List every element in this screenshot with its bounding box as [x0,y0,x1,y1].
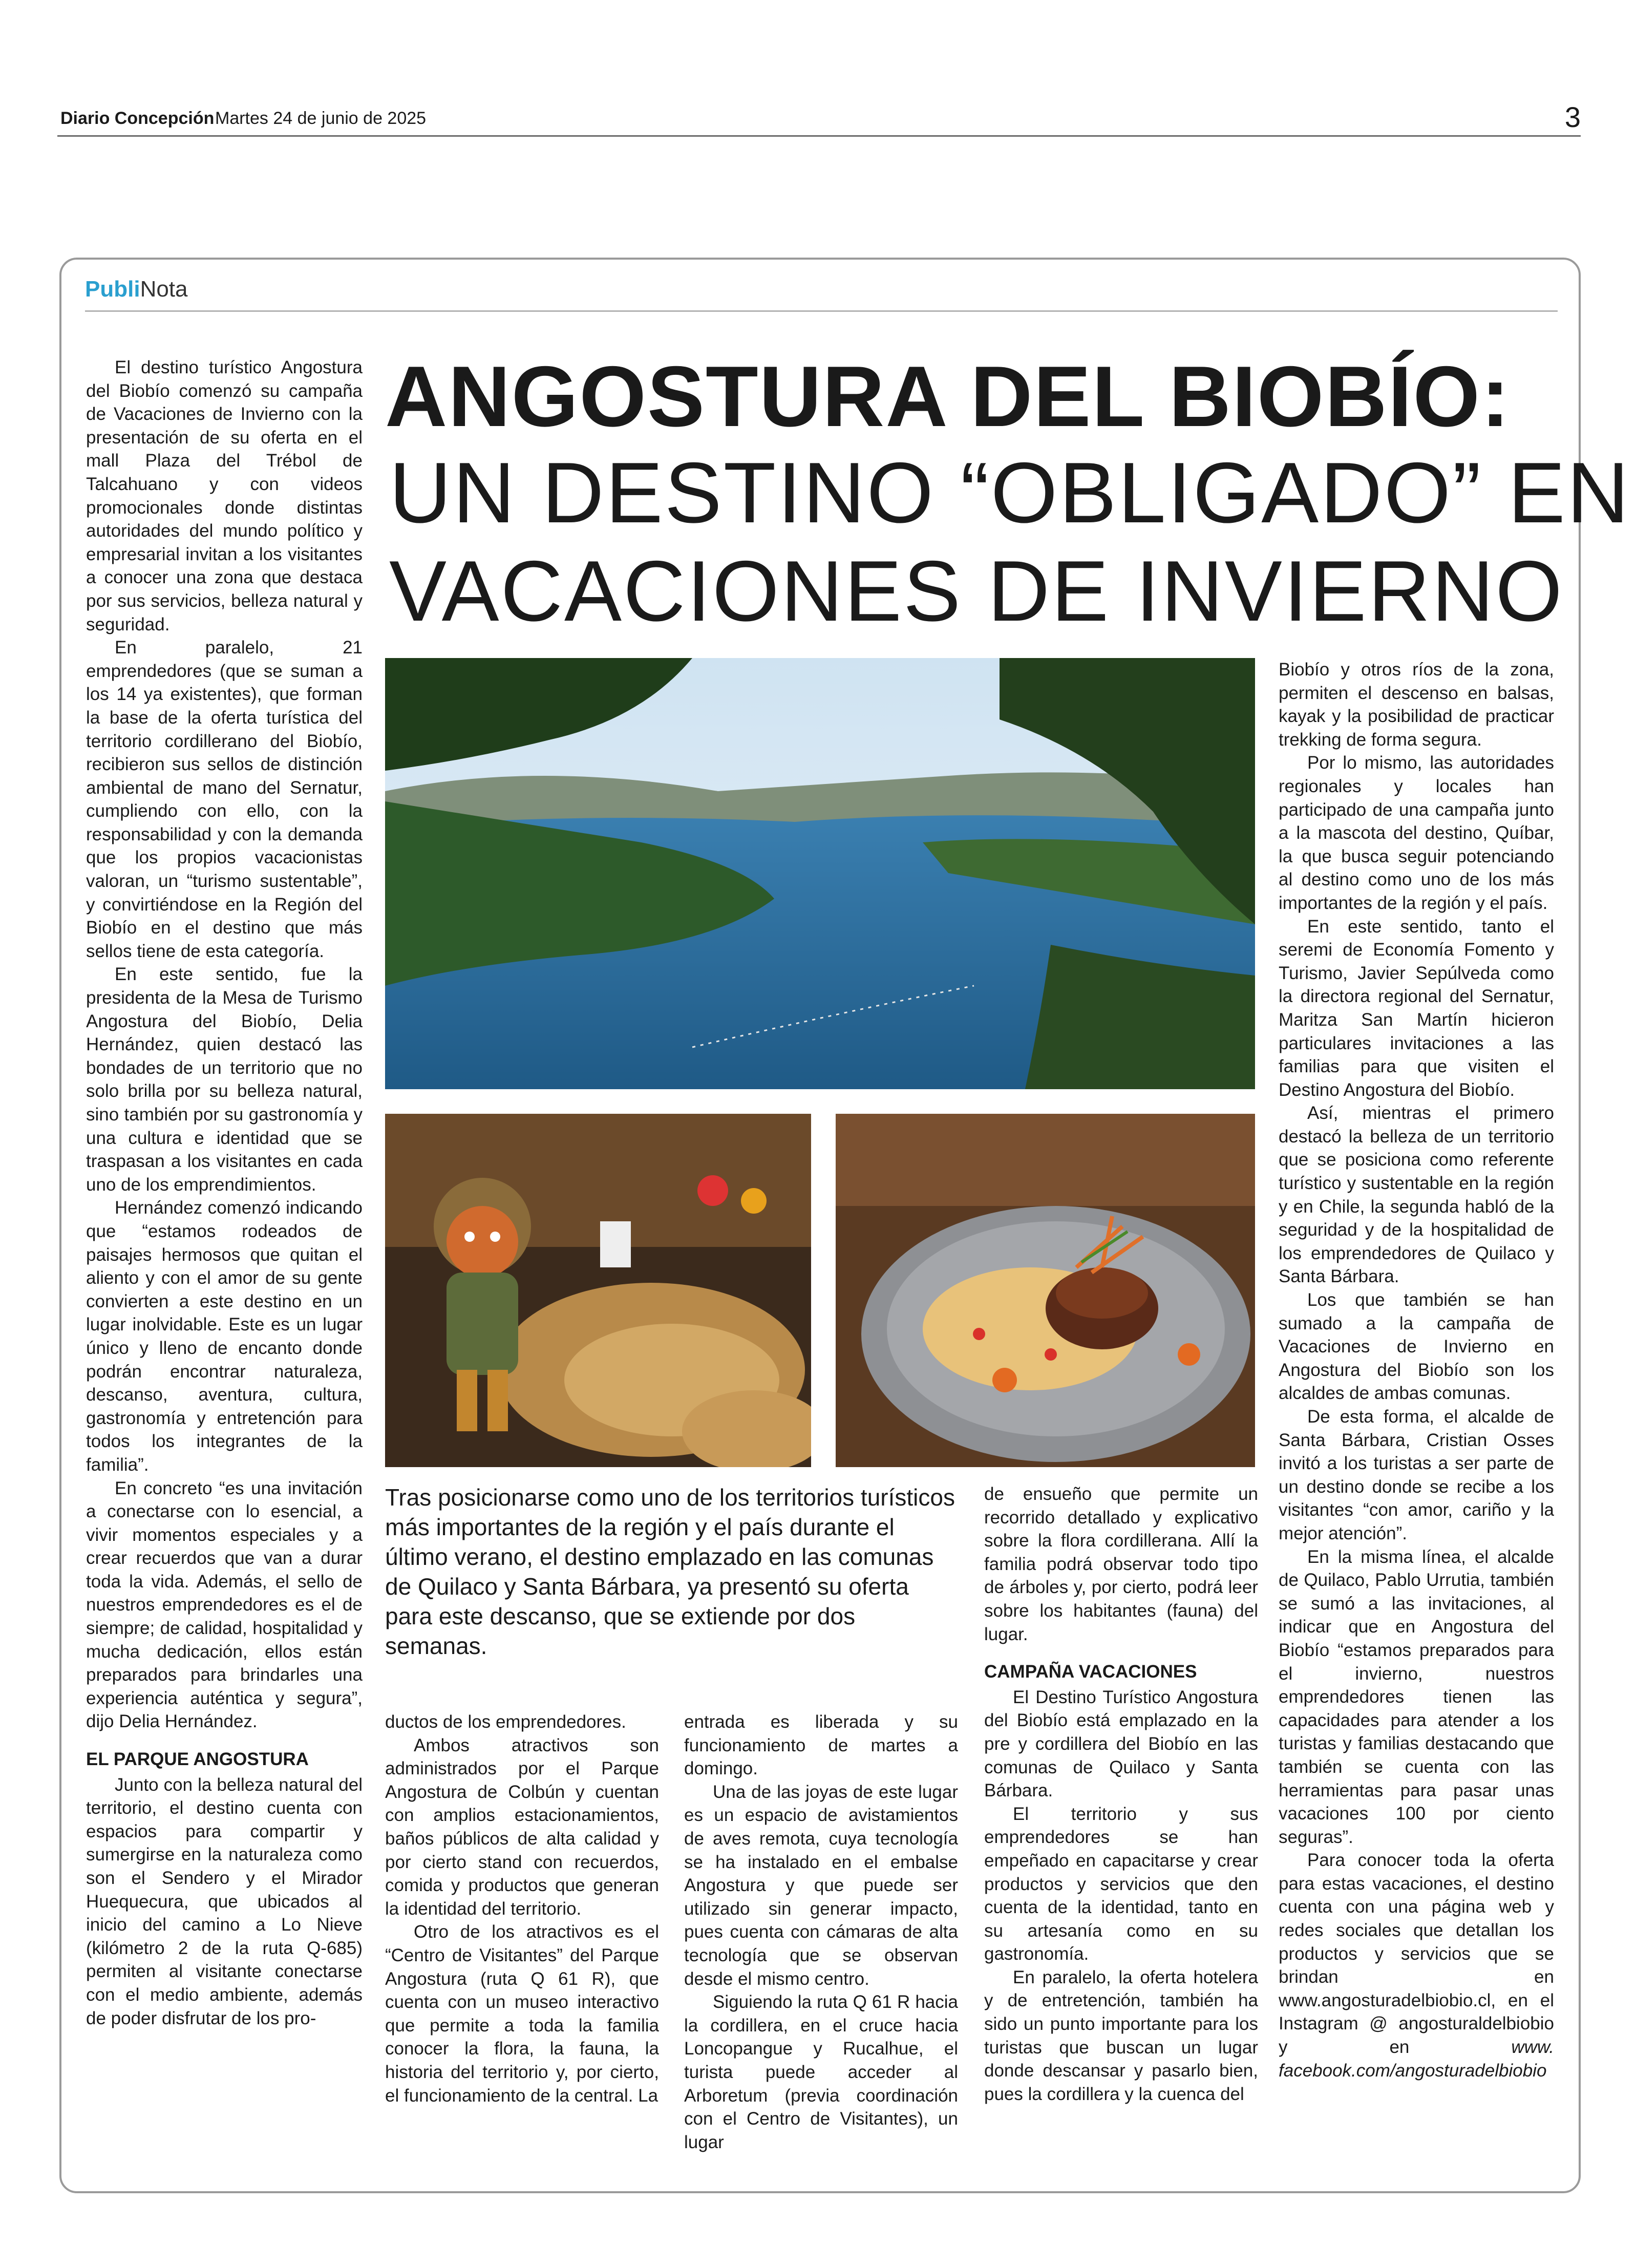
lead-paragraph: Tras posicionarse como uno de los territorios turísticos más importantes de la región y el país durante el último verano, el destino emplazado en las comunas de Quilaco y Santa Bárbara, ya presentó su oferta para este descanso, que se extiende por dos semanas. [385,1484,955,1659]
text-column-3 [684,1710,958,2154]
header-rule [57,135,1581,137]
paragraph: En paralelo, 21 emprendedores (que se suman a los 14 ya existentes), que forman la base de la oferta turística del territorio cordillerano del Biobío, recibieron sus sellos de distinción ambiental de mano del Sernatur, cumpliendo con ello, con la responsabilidad y con la demanda que los propios vacacionistas valoran, un “turismo sustentable”, y convirtiéndose en la Región del Biobío en el destino que más sellos tiene de esta categoría. [86,638,363,961]
paragraph: Una de las joyas de este lugar es un espacio de avistamientos de aves remota, cuya tecnología se ha instalado en el embalse Angostura y que puede ser utilizado sin generar impacto, pues cuenta con cámaras de alta tecnología que se observan desde el mismo centro. [684,1782,958,1989]
headline-line1: ANGOSTURA DEL BIOBÍO: [385,348,1511,444]
crafts-photo [385,1114,811,1467]
page-number: 3 [1564,101,1581,133]
text-column-5 [1279,658,1554,2082]
paragraph: El territorio y sus emprendedores se han empeñado en capacitarse y crear productos y servicios que den cuenta de la identidad, tanto en su artesanía como en su gastronomía. [984,1804,1258,1964]
paragraph: El Destino Turístico Angostura del Biobío está emplazado en la pre y cordillera del Biobío en las comunas de Quilaco y Santa Bárbara. [984,1687,1258,1801]
paragraph: Por lo mismo, las autoridades regionales y locales han participado de una campaña junto a la mascota del destino, Quíbar, la que busca seguir potenciando al destino como uno de los más importantes de la región y el país. [1279,753,1554,913]
section-label-nota: Nota [140,277,188,302]
paragraph: El destino turístico Angostura del Biobío comenzó su campaña de Vacaciones de Invierno con la presentación de su oferta en el mall Plaza del Trébol de Talcahuano y con videos promocionales donde distintas autoridades del mundo político y empresarial invitan a los visitantes a conocer una zona que destaca por sus servicios, belleza natural y seguridad. [86,357,363,634]
paragraph: ductos de los emprendedores. [385,1712,626,1732]
dish-photo [836,1114,1255,1467]
paragraph: de ensueño que permite un recorrido detallado y explicativo sobre la flora cordillerana. Allí la familia podrá observar todo tipo de árboles y, por cierto, podrá leer sobre los habitantes (fauna) del lugar. [984,1484,1258,1644]
paragraph: Así, mientras el primero destacó la belleza de un territorio que se posiciona como referente turístico y sustentable en la región y en Chile, la segunda habló de la seguridad y de la hospitalidad de los emprendedores de Quilaco y Santa Bárbara. [1279,1103,1554,1287]
paragraph: entrada es liberada y su funcionamiento de martes a domingo. [684,1712,958,1779]
section-rule [85,310,1558,312]
facebook-link[interactable]: www. facebook.com/angosturadelbiobio [1279,2037,1554,2081]
paragraph: Otro de los atractivos es el “Centro de Visitantes” del Parque Angostura (ruta Q 61 R), que cuenta con un museo interactivo que permite a toda la familia conocer la flora, la fauna, la historia del territorio y, por cierto, el funcionamiento de la central. La [385,1922,659,2106]
publication-name: Diario Concepción [60,109,215,128]
paragraph: Los que también se han sumado a la campaña de Vacaciones de Invierno en Angostura del Biobío son los alcaldes de ambas comunas. [1279,1290,1554,1404]
paragraph: Junto con la belleza natural del territorio, el destino cuenta con espacios para compartir y sumergirse en la naturaleza como son el Sendero y el Mirador Huequecura, que ubicados al inicio del camino a Lo Nieve (kilómetro 2 de la ruta Q-685) permiten al visitante conectarse con el medio ambiente, además de poder disfrutar de los pro- [86,1774,363,2028]
section-label-publi: Publi [85,277,140,302]
paragraph: Hernández comenzó indicando que “estamos rodeados de paisajes hermosos que quitan el aliento y con el amor de su gente convierten a este destino en un lugar inolvidable. Este es un lugar único y lleno de encanto donde podrán encontrar naturaleza, descanso, aventura, cultura, gastronomía y entretención para todos los integrantes de la familia”. [86,1198,363,1475]
paragraph: En concreto “es una invitación a conectarse con lo esencial, a vivir momentos especiales y a crear recuerdos que van a durar toda la vida. Además, el sello de nuestros emprendedores es el de siempre; de calidad, hospitalidad y mucha dedicación, ellos están preparados para brindarles una experiencia auténtica y segura”, dijo Delia Hernández. [86,1478,363,1732]
contact-text: Para conocer toda la oferta para estas vacaciones, el destino cuenta con una página web y redes sociales que detallan los productos y servicios que se brindan en www.angosturadelbiobio.cl, en el Instagram @ angosturaldelbiobio y en [1279,1850,1554,2058]
section-label [85,277,188,302]
text-column-2 [385,1710,659,2107]
paragraph: En este sentido, fue la presidenta de la Mesa de Turismo Angostura del Biobío, Delia Hernández, quien destacó las bondades de un territorio que no solo brilla por su belleza natural, sino también por su gastronomía y una cultura e identidad que se traspasan a los visitantes en cada uno de los emprendimientos. [86,964,363,1195]
paragraph: En paralelo, la oferta hotelera y de entretención, también ha sido un punto importante para los turistas que buscan un lugar donde descansar y pasarlo bien, pues la cordillera y la cuenca del [984,1967,1258,2104]
subheading-parque: EL PARQUE ANGOSTURA [86,1749,309,1770]
issue-date: Martes 24 de junio de 2025 [215,109,427,128]
headline-line2: UN DESTINO “OBLIGADO” EN [389,444,1631,541]
headline-line3: VACACIONES DE INVIERNO [389,543,1564,639]
subheading-campana: CAMPAÑA VACACIONES [984,1662,1197,1682]
paragraph: De esta forma, el alcalde de Santa Bárbara, Cristian Osses invitó a los turistas a ser parte de un destino donde se recibe a los visitantes “con amor, cariño y la mejor atención”. [1279,1407,1554,1543]
paragraph: En la misma línea, el alcalde de Quilaco, Pablo Urrutia, también se sumó a las invitaciones, al indicar que en Angostura del Biobío “estamos preparados para el invierno, nuestros emprendedores tienen las capacidades para atender a los turistas y familias destacando que también se cuenta con las herramientas para pasar unas vacaciones 100 por ciento seguras”. [1279,1546,1554,1847]
text-column-1 [86,356,363,2030]
lake-photo [385,658,1255,1089]
text-column-4 [984,1482,1258,2106]
paragraph: Siguiendo la ruta Q 61 R hacia la cordillera, en el cruce hacia Loncopangue y Rucalhue, el turista puede acceder al Arboretum (previa coordinación con el Centro de Visitantes), un lugar [684,1992,958,2152]
paragraph: Ambos atractivos son administrados por el Parque Angostura de Colbún y cuentan con amplios estacionamientos, baños públicos de alta calidad y por cierto stand con recuerdos, comida y productos que generan la identidad del territorio. [385,1735,659,1919]
paragraph: En este sentido, tanto el seremi de Economía Fomento y Turismo, Javier Sepúlveda como la directora regional del Sernatur, Maritza San Martín hicieron particulares invitaciones a las familias para que visiten el Destino Angostura del Biobío. [1279,916,1554,1100]
paragraph: Biobío y otros ríos de la zona, permiten el descenso en balsas, kayak y la posibilidad de practicar trekking de forma segura. [1279,660,1554,750]
paragraph-contact [1279,1849,1554,2082]
